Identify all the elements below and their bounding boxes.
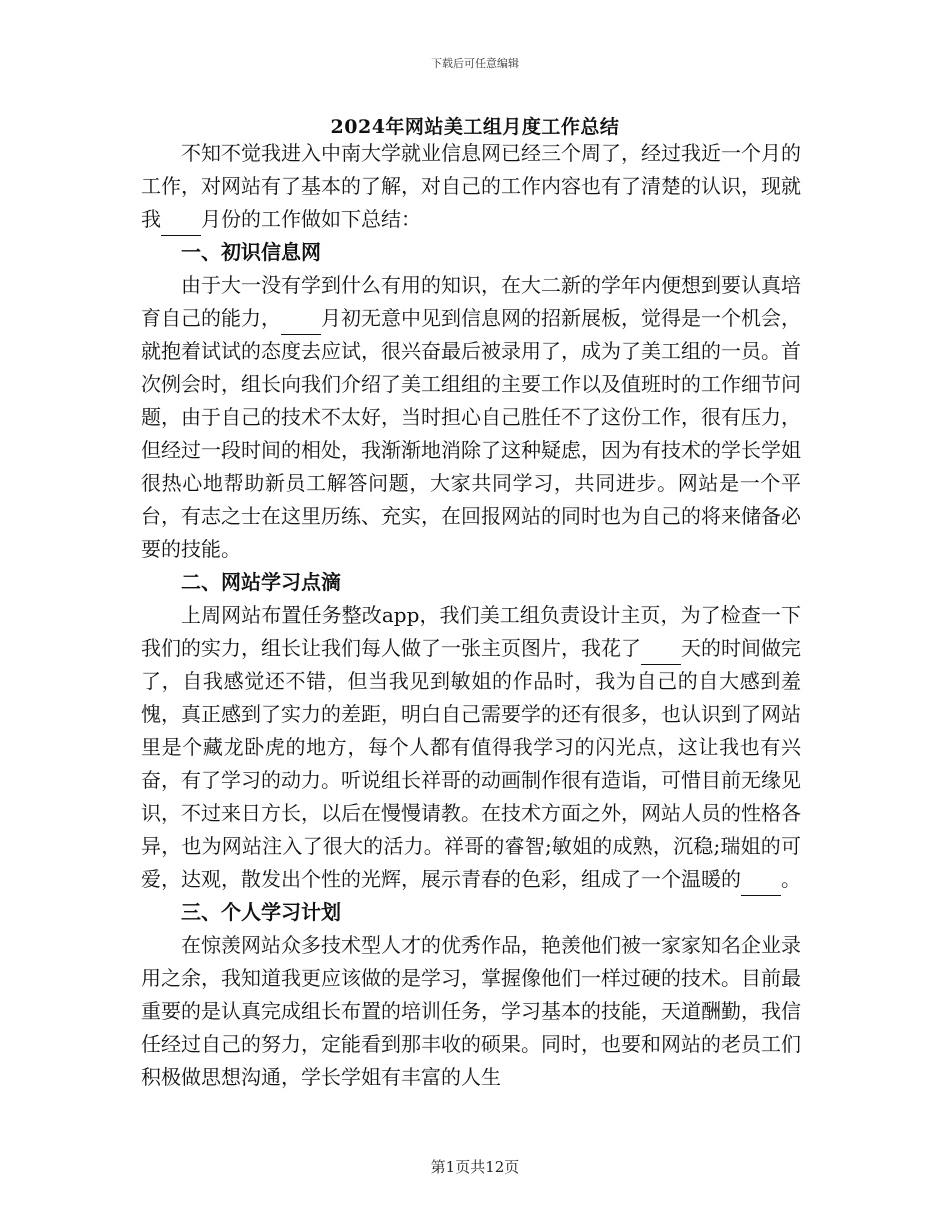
blank-underline [161,214,201,236]
section3-paragraph: 在惊羡网站众多技术型人才的优秀作品，艳羡他们被一家家知名企业录用之余，我知道我更应该做的是学习，掌握像他们一样过硬的技术。目前最重要的是认真完成组长布置的培训任务，学习基本的技能，天道酬勤，我信任经过自己的努力，定能看到那丰收的硕果。同时，也要和网站的老员工们积极做思想沟通，学长学姐有丰富的人生 [141,933,801,1089]
section1-paragraph [141,269,801,566]
blank-underline [641,643,681,665]
intro-paragraph [141,137,801,236]
section1-text-a: 由于大一没有学到什么有用的知识，在大二新的学年内便想到要认真培育自己的能力， [141,273,801,330]
section-heading-3: 三、个人学习计划 [181,900,341,924]
section2-text-a: 上周网站布置任务整改app，我们美工组负责设计主页，为了检查一下我们的实力，组长让我们每人做了一张主页图片，我花了 [141,603,801,660]
page-number-footer: 第1页共12页 [430,1158,520,1176]
section2-text-b: 天的时间做完了，自我感觉还不错，但当我见到敏姐的作品时，我为自己的自大感到羞愧，真正感到了实力的差距，明白自己需要学的还有很多，也认识到了网站里是个藏龙卧虎的地方，每个人都有值得我学习的闪光点，这让我也有兴奋，有了学习的动力。听说组长祥哥的动画制作很有造诣，可惜目前无缘见识，不过来日方长，以后在慢慢请教。在技术方面之外，网站人员的性格各异，也为网站注入了很大的活力。祥哥的睿智;敏姐的成熟，沉稳;瑞姐的可爱，达观，散发出个性的光辉，展示青春的色彩，组成了一个温暖的 [141,636,801,891]
section1-text-b: 月初无意中见到信息网的招新展板，觉得是一个机会，就抱着试试的态度去应试，很兴奋最后被录用了，成为了美工组的一员。首次例会时，组长向我们介绍了美工组组的主要工作以及值班时的工作细节问题，由于自己的技术不太好，当时担心自己胜任不了这份工作，很有压力，但经过一段时间的相处，我渐渐地消除了这种疑虑，因为有技术的学长学姐很热心地帮助新员工解答问题，大家共同学习，共同进步。网站是一个平台，有志之士在这里历练、充实，在回报网站的同时也为自己的将来储备必要的技能。 [141,306,801,561]
document-title: 2024年网站美工组月度工作总结 [330,116,620,138]
section2-text-c: 。 [781,867,801,891]
section-heading-2: 二、网站学习点滴 [181,570,341,594]
section-heading-1: 一、初识信息网 [181,240,321,264]
blank-underline [281,313,321,335]
intro-text-a: 不知不觉我进入中南大学就业信息网已经三个周了，经过我近一个月的工作，对网站有了基本的了解，对自己的工作内容也有了清楚的认识，现就我 [141,141,801,231]
page-header-note: 下载后可任意编辑 [431,57,519,70]
document-body [141,137,801,1094]
intro-text-b: 月份的工作做如下总结： [201,207,421,231]
blank-underline [741,874,781,896]
section2-paragraph [141,599,801,896]
